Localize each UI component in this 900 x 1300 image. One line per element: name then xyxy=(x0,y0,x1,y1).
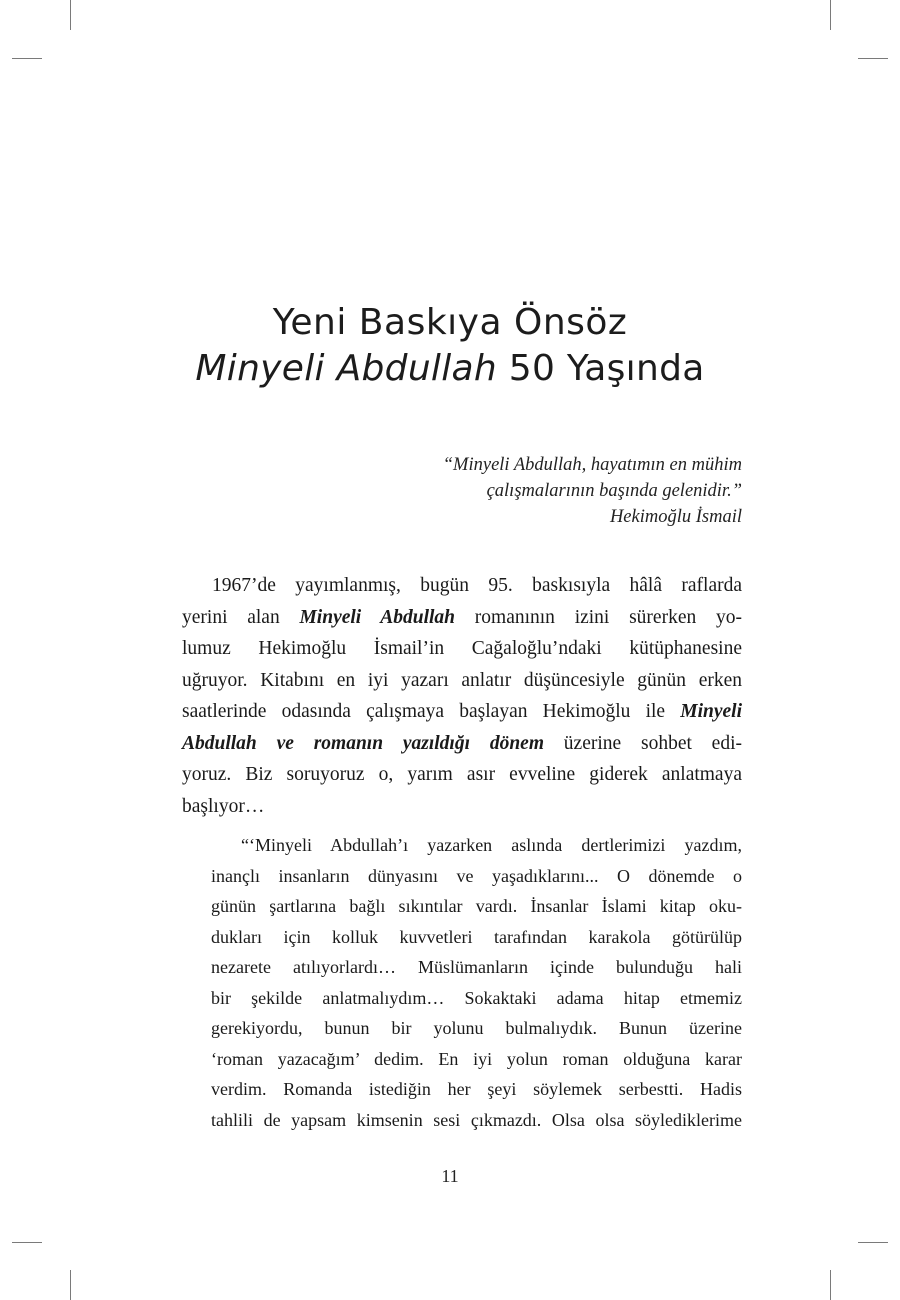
quote-line: inançlı insanların dünyasını ve yaşadıklarını... O dönemde o xyxy=(211,865,742,886)
title-suffix: 50 Yaşında xyxy=(497,348,705,389)
body-line: 1967’de yayımlanmış, bugün 95. baskısıyla hâlâ raflarda xyxy=(212,575,742,596)
body-line xyxy=(182,602,742,634)
body-text-run: saatlerinde odasında çalışmaya başlayan Hekimoğlu ile xyxy=(182,701,681,722)
body-line: lumuz Hekimoğlu İsmail’in Cağaloğlu’ndaki kütüphanesine xyxy=(182,638,742,659)
quote-line: gerekiyordu, bunun bir yolunu bulmalıydık. Bunun üzerine xyxy=(211,1018,742,1038)
quote-line: nezarete atılıyorlardı… Müslümanların içinde bulunduğu hali xyxy=(211,957,742,977)
body-line: başlıyor… xyxy=(182,795,265,817)
intro-paragraph xyxy=(182,570,742,822)
crop-mark-bottom-left-vertical xyxy=(70,1270,71,1300)
crop-mark-top-left-vertical xyxy=(70,0,71,30)
quote-line: bir şekilde anlatmalıydım… Sokaktaki adama hitap etmemiz xyxy=(211,987,742,1008)
crop-mark-top-left-horizontal xyxy=(12,58,42,59)
quote-line: ‘roman yazacağım’ dedim. En iyi yolun roman olduğuna karar xyxy=(211,1048,742,1069)
crop-mark-bottom-right-vertical xyxy=(830,1270,831,1300)
title-book-name: Minyeli Abdullah xyxy=(195,348,498,389)
quote-line: dukları için kolluk kuvvetleri tarafından karakola götürülüp xyxy=(211,926,742,947)
body-emphasis: Minyeli xyxy=(680,701,742,722)
epigraph-line-1: “Minyeli Abdullah, hayatımın en mühim xyxy=(442,455,742,475)
epigraph-line-2: çalışmalarının başında gelenidir.” xyxy=(486,481,742,501)
quote-line: verdim. Romanda istediğin her şeyi söylemek serbestti. Hadis xyxy=(211,1079,742,1099)
crop-mark-bottom-left-horizontal xyxy=(12,1242,42,1243)
body-line xyxy=(182,696,742,728)
crop-mark-top-right-vertical xyxy=(830,0,831,30)
body-line xyxy=(182,728,742,760)
quote-line: günün şartlarına bağlı sıkıntılar vardı. İnsanlar İslami kitap oku- xyxy=(211,896,742,916)
body-text-run: romanının izini sürerken yo- xyxy=(455,606,742,628)
title-line-1: Yeni Baskıya Önsöz xyxy=(272,302,628,343)
body-emphasis: Minyeli Abdullah xyxy=(299,606,456,628)
crop-mark-top-right-horizontal xyxy=(858,58,888,59)
crop-mark-bottom-right-horizontal xyxy=(858,1242,888,1243)
epigraph xyxy=(443,452,742,530)
body-line: yoruz. Biz soruyoruz o, yarım asır evveline giderek anlatmaya xyxy=(182,764,742,785)
chapter-title xyxy=(0,300,900,392)
body-text-run: yerini alan xyxy=(182,606,300,628)
body-text-run: üzerine sohbet edi- xyxy=(544,732,743,754)
page-number: 11 xyxy=(441,1166,459,1186)
quote-line: tahlili de yapsam kimsenin sesi çıkmazdı. Olsa olsa söylediklerime xyxy=(211,1109,742,1130)
epigraph-author: Hekimoğlu İsmail xyxy=(609,507,742,527)
quote-line: “‘Minyeli Abdullah’ı yazarken aslında dertlerimizi yazdım, xyxy=(241,835,742,855)
title-line-2 xyxy=(0,346,900,392)
body-emphasis: Abdullah ve romanın yazıldığı dönem xyxy=(182,732,544,754)
quoted-interview xyxy=(211,830,742,1135)
body-line: uğruyor. Kitabını en iyi yazarı anlatır düşüncesiyle günün erken xyxy=(182,669,742,691)
